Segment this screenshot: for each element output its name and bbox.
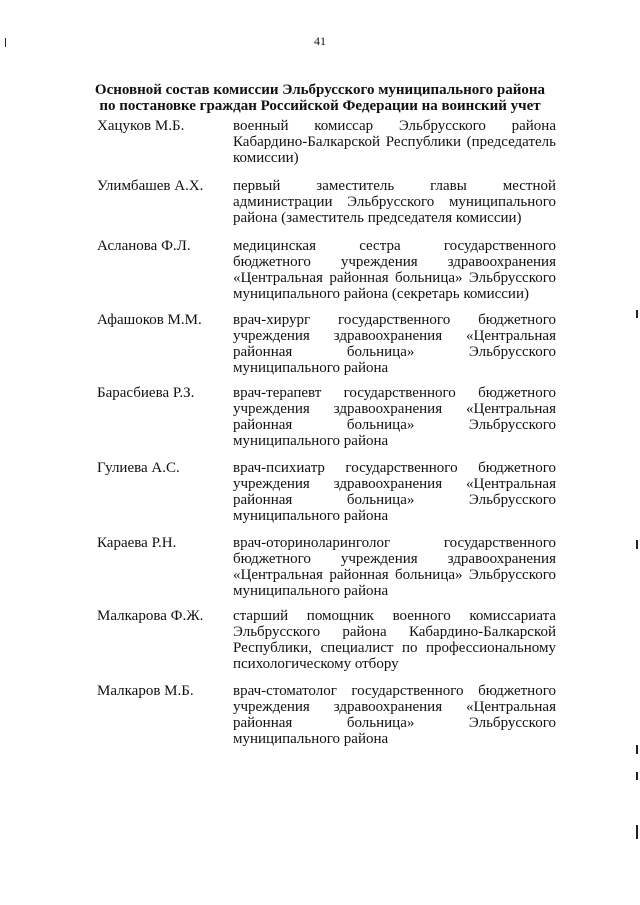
member-name: Хацуков М.Б. [97, 118, 185, 134]
scan-mark-left [5, 38, 6, 47]
member-role: врач-стоматолог государственного бюджетного учреждения здравоохранения «Центральная районная больница» Эльбрусского муниципального района [233, 683, 556, 747]
scan-mark-right [636, 310, 638, 318]
member-role: военный комиссар Эльбрусского района Кабардино-Балкарской Республики (председатель комиссии) [233, 118, 556, 166]
page-number: 41 [314, 34, 326, 48]
member-role: врач-психиатр государственного бюджетного учреждения здравоохранения «Центральная районная больница» Эльбрусского муниципального района [233, 460, 556, 524]
member-name: Барасбиева Р.З. [97, 385, 195, 401]
member-role: врач-терапевт государственного бюджетного учреждения здравоохранения «Центральная районная больница» Эльбрусского муниципального района [233, 385, 556, 449]
member-role: врач-оториноларинголог государственного бюджетного учреждения здравоохранения «Центральная районная больница» Эльбрусского муниципального района [233, 535, 556, 599]
member-role: врач-хирург государственного бюджетного учреждения здравоохранения «Центральная районная больница» Эльбрусского муниципального района [233, 312, 556, 376]
scan-mark-right [636, 745, 638, 754]
member-name: Малкарова Ф.Ж. [97, 608, 204, 624]
scan-mark-right [636, 540, 638, 549]
member-name: Асланова Ф.Л. [97, 238, 191, 254]
member-role: первый заместитель главы местной администрации Эльбрусского муниципального района (заместитель председателя комиссии) [233, 178, 556, 226]
scan-mark-right [636, 772, 638, 780]
scan-mark-right [636, 825, 638, 839]
member-name: Караева Р.Н. [97, 535, 177, 551]
member-name: Гулиева А.С. [97, 460, 180, 476]
member-role: старший помощник военного комиссариата Эльбрусского района Кабардино-Балкарской Республики, специалист по профессиональному психологическому отбору [233, 608, 556, 672]
member-role: медицинская сестра государственного бюджетного учреждения здравоохранения «Центральная районная больница» Эльбрусского муниципального района (секретарь комиссии) [233, 238, 556, 302]
document-title [60, 82, 580, 114]
title-line-1: Основной состав комиссии Эльбрусского муниципального района [94, 82, 546, 98]
member-name: Афашоков М.М. [97, 312, 202, 328]
member-name: Улимбашев А.Х. [97, 178, 204, 194]
title-line-2: по постановке граждан Российской Федерации на воинский учет [99, 98, 541, 114]
member-name: Малкаров М.Б. [97, 683, 194, 699]
